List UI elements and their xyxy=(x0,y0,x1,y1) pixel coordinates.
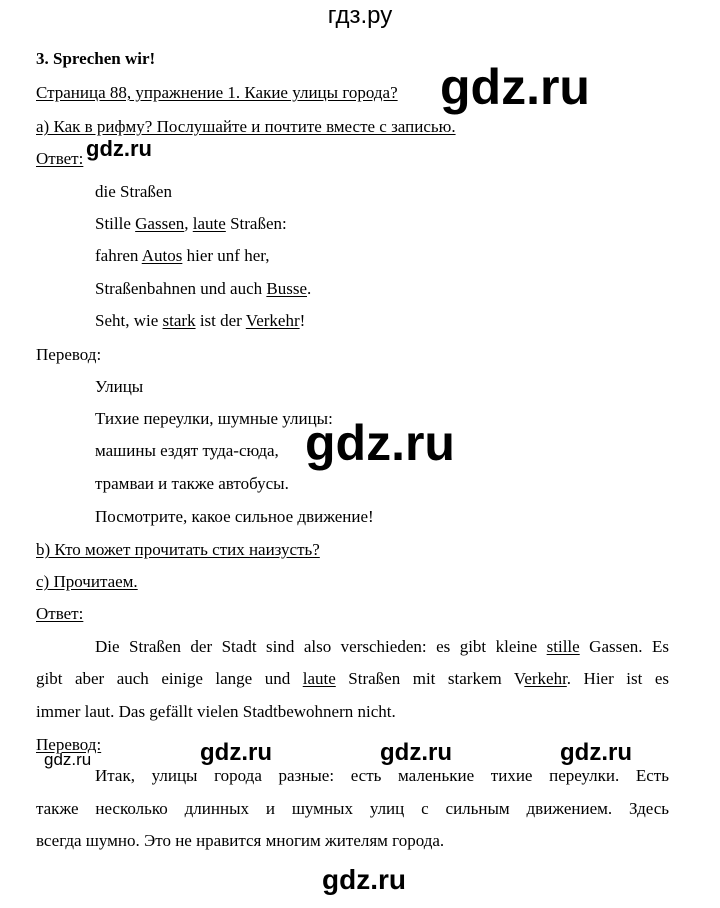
underlined-word: stille xyxy=(546,637,580,656)
site-header: гдз.ру xyxy=(327,2,393,29)
text: hier unf her, xyxy=(182,246,270,265)
answer-label-2-text: Ответ: xyxy=(36,604,84,623)
text: Gassen. Es xyxy=(579,637,669,656)
poem-ru-line: Улицы xyxy=(95,377,144,396)
text: Die Straßen der Stadt sind also verschieden: es gibt kleine xyxy=(95,637,547,656)
underlined-word: laute xyxy=(302,669,336,688)
translation-label-2-text: Перевод: xyxy=(36,735,102,754)
prose-de-line-2 xyxy=(36,670,669,687)
watermark-logo: gdz.ru xyxy=(86,136,152,161)
prose-ru-line-1: Итак, улицы города разные: есть маленькие тихие переулки. Есть xyxy=(95,766,669,785)
text: Seht, wie xyxy=(95,311,163,330)
task-c-text: c) Прочитаем. xyxy=(36,572,138,591)
prose-ru-line-3: всегда шумно. Это не нравится многим жителям города. xyxy=(36,831,445,850)
task-c xyxy=(36,573,138,590)
prose-ru-line-2: также несколько длинных и шумных улиц с сильным движением. Здесь xyxy=(36,799,669,818)
poem-de-line-2 xyxy=(95,247,269,264)
text: Straßen: xyxy=(225,214,287,233)
text: Stille xyxy=(95,214,136,233)
prose-de-line-1 xyxy=(95,638,669,655)
prose-de-line-3: immer laut. Das gefällt vielen Stadtbewohnern nicht. xyxy=(36,702,396,721)
section-title: 3. Sprechen wir! xyxy=(36,49,156,68)
underlined-word: Verkehr xyxy=(245,311,300,330)
poem-de-line-4 xyxy=(95,312,305,329)
watermark-logo: gdz.ru xyxy=(380,739,452,766)
poem-de-line-1 xyxy=(95,215,287,232)
underlined-word: erkehr xyxy=(524,669,567,688)
text: ! xyxy=(299,311,306,330)
poem-ru-line: Тихие переулки, шумные улицы: xyxy=(95,409,333,428)
underlined-word: Busse xyxy=(266,279,307,298)
underlined-word: Gassen xyxy=(135,214,185,233)
text: Straßenbahnen und auch xyxy=(95,279,267,298)
text: ist der xyxy=(195,311,246,330)
watermark-logo: gdz.ru xyxy=(200,739,272,766)
poem-ru-line: машины ездят туда-сюда, xyxy=(95,441,279,460)
poem-ru-line: Посмотрите, какое сильное движение! xyxy=(95,507,374,526)
text: fahren xyxy=(95,246,142,265)
text: , xyxy=(184,214,193,233)
answer-label-text: Ответ: xyxy=(36,149,84,168)
task-line xyxy=(36,84,398,101)
task-b-text: b) Кто может прочитать стих наизусть? xyxy=(36,540,320,559)
text: Straßen mit starkem V xyxy=(335,669,525,688)
answer-label-2 xyxy=(36,605,83,622)
task-b xyxy=(36,541,320,558)
poem-de-title: die Straßen xyxy=(95,182,172,201)
task-line-text: Страница 88, упражнение 1. Какие улицы города? xyxy=(36,83,398,102)
watermark-logo: gdz.ru xyxy=(44,750,92,769)
text: . xyxy=(307,279,312,298)
answer-label xyxy=(36,150,83,167)
poem-de-line-3 xyxy=(95,280,311,297)
task-a xyxy=(36,118,456,135)
text: . Hier ist es xyxy=(566,669,670,688)
underlined-word: stark xyxy=(162,311,196,330)
task-a-text: a) Как в рифму? Послушайте и почтите вместе с записью. xyxy=(36,117,456,136)
translation-label: Перевод: xyxy=(36,345,102,364)
watermark-logo: gdz.ru xyxy=(440,59,590,115)
poem-ru-line: трамваи и также автобусы. xyxy=(95,474,289,493)
text: gibt aber auch einige lange und xyxy=(36,669,303,688)
watermark-logo: gdz.ru xyxy=(560,739,632,766)
underlined-word: Autos xyxy=(141,246,183,265)
underlined-word: laute xyxy=(192,214,226,233)
watermark-logo: gdz.ru xyxy=(322,864,406,895)
watermark-logo: gdz.ru xyxy=(305,415,455,471)
